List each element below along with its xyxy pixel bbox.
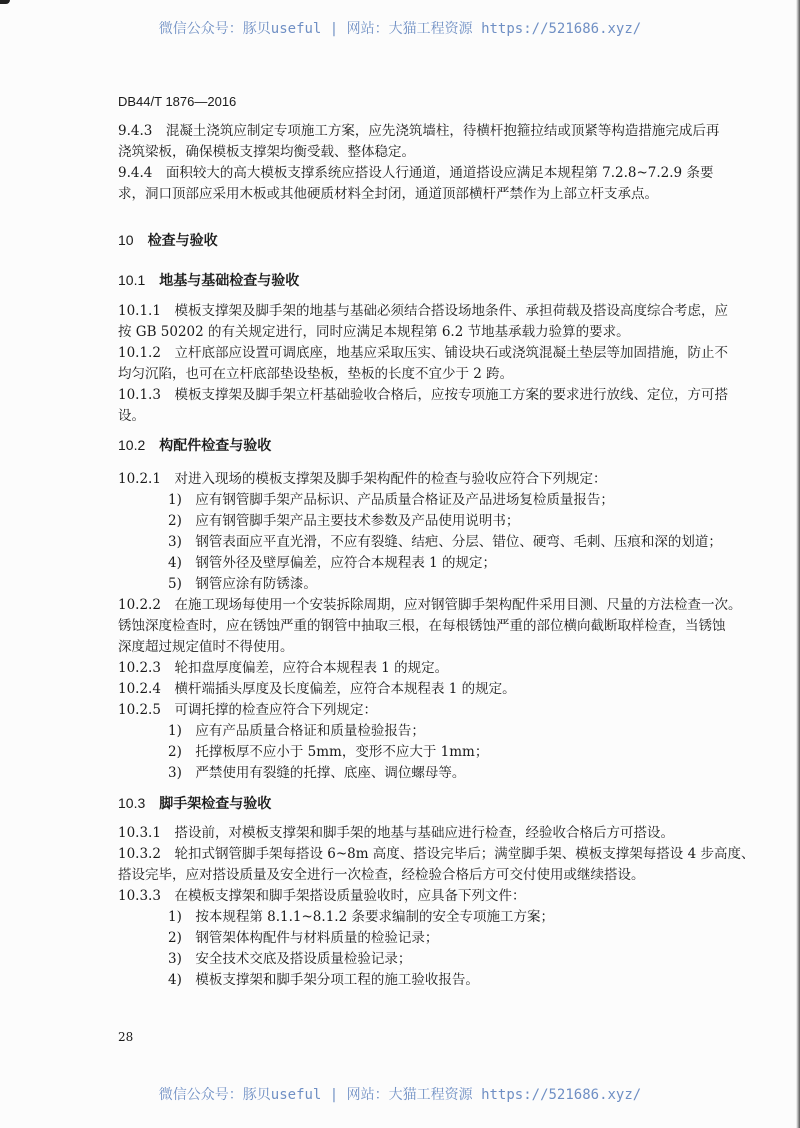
paragraph-line: 10.2.1 对进入现场的模板支撑架及脚手架构配件的检查与验收应符合下列规定： xyxy=(118,471,607,487)
list-item-line: 1) 应有产品质量合格证和质量检验报告； xyxy=(168,723,425,739)
section-heading xyxy=(118,435,271,455)
paragraph-line: 10.3.2 轮扣式钢管脚手架每搭设 6~8m 高度、搭设完毕后；满堂脚手架、模板支撑架每搭设 4 步高度、 xyxy=(118,846,755,862)
document-code-header: DB44/T 1876—2016 xyxy=(118,94,237,109)
list-item-line: 4) 钢管外径及壁厚偏差，应符合本规程表 1 的规定； xyxy=(168,555,497,571)
section-title: 检查与验收 xyxy=(147,232,218,248)
paragraph-line: 10.2.3 轮扣盘厚度偏差，应符合本规程表 1 的规定。 xyxy=(118,660,449,676)
paragraph-line: 10.1.3 模板支撑架及脚手架立杆基础验收合格后，应按专项施工方案的要求进行放线、定位，方可搭 xyxy=(118,387,728,403)
list-item-line: 3) 安全技术交底及搭设质量检验记录； xyxy=(168,951,412,967)
paragraph-line: 9.4.4 面积较大的高大模板支撑系统应搭设人行通道，通道搭设应满足本规程第 7.2.8~7.2.9 条要 xyxy=(118,165,714,181)
section-number: 10 xyxy=(118,232,148,248)
paragraph-line: 10.1.1 模板支撑架及脚手架的地基与基础必须结合搭设场地条件、承担荷载及搭设高度综合考虑，应 xyxy=(118,303,728,319)
list-item-line: 2) 钢管架体构配件与材料质量的检验记录； xyxy=(168,930,439,946)
section-heading xyxy=(118,270,299,290)
list-item-line: 2) 应有钢管脚手架产品主要技术参数及产品使用说明书； xyxy=(168,513,520,529)
section-title: 脚手架检查与验收 xyxy=(159,795,272,811)
paragraph-line: 浇筑梁板，确保模板支撑架均衡受载、整体稳定。 xyxy=(118,144,415,160)
section-number: 10.3 xyxy=(118,795,160,811)
list-item-line: 5) 钢管应涂有防锈漆。 xyxy=(168,576,317,592)
scan-mark xyxy=(0,0,10,4)
section-title: 地基与基础检查与验收 xyxy=(159,272,300,288)
section-heading xyxy=(118,230,218,250)
page-number: 28 xyxy=(118,1030,134,1044)
paragraph-line: 10.2.4 横杆端插头厚度及长度偏差，应符合本规程表 1 的规定。 xyxy=(118,681,516,697)
list-item-line: 2) 托撑板厚不应小于 5mm，变形不应大于 1mm； xyxy=(168,744,489,760)
paragraph-line: 锈蚀深度检查时，应在锈蚀严重的钢管中抽取三根，在每根锈蚀严重的部位横向截断取样检查，当锈蚀 xyxy=(118,618,726,634)
watermark-bottom: 微信公众号：豚贝useful | 网站：大猫工程资源 https://521686.xyz/ xyxy=(158,1087,642,1103)
paragraph-line: 10.2.5 可调托撑的检查应符合下列规定： xyxy=(118,702,377,718)
list-item-line: 4) 模板支撑架和脚手架分项工程的施工验收报告。 xyxy=(168,972,479,988)
section-title: 构配件检查与验收 xyxy=(159,437,272,453)
paragraph-line: 10.3.1 搭设前，对模板支撑架和脚手架的地基与基础应进行检查，经验收合格后方可搭设。 xyxy=(118,825,674,841)
paragraph-line: 9.4.3 混凝土浇筑应制定专项施工方案，应先浇筑墙柱，待横杆抱箍拉结或顶紧等构造措施完成后再 xyxy=(118,123,720,139)
section-heading xyxy=(118,793,271,813)
list-item-line: 3) 钢管表面应平直光滑，不应有裂缝、结疤、分层、错位、硬弯、毛刺、压痕和深的划道； xyxy=(168,534,722,550)
paragraph-line: 设。 xyxy=(118,408,145,424)
paragraph-line: 均匀沉陷，也可在立杆底部垫设垫板，垫板的长度不宜少于 2 跨。 xyxy=(118,366,514,382)
paragraph-line: 按 GB 50202 的有关规定进行，同时应满足本规程第 6.2 节地基承载力验算的要求。 xyxy=(118,324,630,340)
list-item-line: 1) 按本规程第 8.1.1~8.1.2 条要求编制的安全专项施工方案； xyxy=(168,909,554,925)
paragraph-line: 搭设完毕，应对搭设质量及安全进行一次检查，经检验合格后方可交付使用或继续搭设。 xyxy=(118,867,645,883)
scan-edge xyxy=(796,0,800,1128)
paragraph-line: 10.2.2 在施工现场每使用一个安装拆除周期，应对钢管脚手架构配件采用目测、尺量的方法检查一次。 xyxy=(118,597,742,613)
watermark-top: 微信公众号：豚贝useful | 网站：大猫工程资源 https://521686.xyz/ xyxy=(158,21,642,37)
list-item-line: 1) 应有钢管脚手架产品标识、产品质量合格证及产品进场复检质量报告； xyxy=(168,492,614,508)
paragraph-line: 深度超过规定值时不得使用。 xyxy=(118,639,294,655)
paragraph-line: 10.3.3 在模板支撑架和脚手架搭设质量验收时，应具备下列文件： xyxy=(118,888,526,904)
paragraph-line: 求，洞口顶部应采用木板或其他硬质材料全封闭，通道顶部横杆严禁作为上部立杆支承点。 xyxy=(118,186,658,202)
paragraph-line: 10.1.2 立杆底部应设置可调底座，地基应采取压实、铺设块石或浇筑混凝土垫层等加固措施，防止不 xyxy=(118,345,728,361)
section-number: 10.2 xyxy=(118,437,160,453)
list-item-line: 3) 严禁使用有裂缝的托撑、底座、调位螺母等。 xyxy=(168,765,466,781)
section-number: 10.1 xyxy=(118,272,160,288)
